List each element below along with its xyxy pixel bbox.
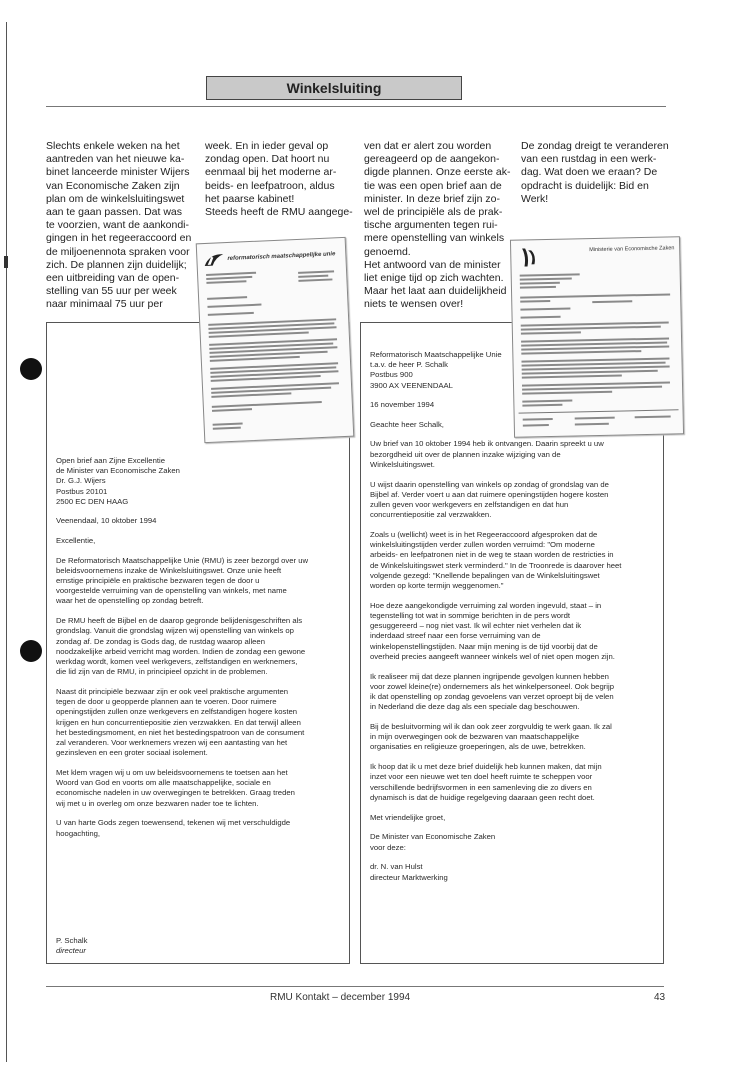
ministry-logo-icon — [519, 246, 539, 268]
letter-paragraph: De Minister van Economische Zaken voor deze: — [370, 832, 496, 852]
letter-paragraph: Uw brief van 10 oktober 1994 heb ik ontvangen. Daarin spreekt u uw bezorgdheid uit over de plannen inzake wijziging van de Winkelsluitingswet. — [370, 439, 604, 469]
page-binding-line — [6, 22, 7, 1062]
thumbnail-logo-text: reformatorisch maatschappelijke unie — [227, 251, 336, 262]
intro-column-4: De zondag dreigt te veranderen van een rustdag in een werk- dag. Wat doen we eraan? De opdracht is duidelijk: Bid en Werk! — [521, 140, 669, 205]
letter-date: Veenendaal, 10 oktober 1994 — [56, 516, 157, 526]
letter-paragraph: U van harte Gods zegen toewensend, tekenen wij met verschuldigde hoogachting, — [56, 818, 291, 838]
footer-page-number: 43 — [654, 992, 666, 1003]
punch-hole-top — [20, 358, 42, 380]
page-binding-notch — [4, 256, 8, 268]
letter-paragraph: U wijst daarin openstelling van winkels op zondag of grondslag van de Bijbel af. Verder voert u aan dat ruimere openingstijden hogere kosten zullen geven voor werkgevers en zelfstandigen en dat hun concurrentiepositie zal verzwakken. — [370, 479, 609, 520]
letter-salutation: Excellentie, — [56, 535, 96, 545]
letter-paragraph: De RMU heeft de Bijbel en de daarop gegronde belijdenisgeschriften als grondslag. Vanuit die grondslag wijzen wij openstelling van winkels op zondag af. De zondag is Gods dag, de rustdag waarop alleen noodzakelijke arbeid verricht mag worden. Indien de zondag een gewone werkdag wordt, komen veel werkgevers, zelfstandigen en werknemers, die lid zijn van de RMU, in principieel opzicht in de problemen. — [56, 616, 306, 677]
letter-paragraph: Met klem vragen wij u om uw beleidsvoornemens te toetsen aan het Woord van God en voorts om alle maatschappelijke, sociale en economische nadelen in uw overwegingen te betrekken. Graag treden wij met u in overleg om onze bezwaren nader toe te lichten. — [56, 768, 295, 808]
letter-paragraph: Hoe deze aangekondigde verruiming zal worden ingevuld, staat – in tegenstelling tot wat in sommige berichten in de pers wordt gesuggereerd – nog niet vast. Ik wil echter niet verhelen dat ik inderdaad streef naar een forse verruiming van de winkelopenstellingstijden. Naar mijn mening is de tijd voorbij dat de overheid precies aangeeft wanneer winkels wel of niet open mogen zijn. — [370, 600, 615, 661]
section-title: Winkelsluiting — [206, 76, 462, 100]
letter-date: 16 november 1994 — [370, 399, 435, 409]
letter-paragraph: Bij de besluitvorming wil ik dan ook zeer zorgvuldig te werk gaan. Ik zal in mijn overwegingen ook de bezwaren van maatschappelijke organisaties en religieuze groeperingen, als de uwe, betrekken. — [370, 722, 612, 752]
letter-address: Reformatorisch Maatschappelijke Unie t.a.v. de heer P. Schalk Postbus 900 3900 AX VEENENDAAL — [370, 350, 502, 390]
open-letter-rmu — [56, 456, 342, 848]
header-rule — [46, 106, 666, 107]
minister-reply-letter — [370, 350, 660, 883]
letter-paragraph: Ik hoop dat ik u met deze brief duidelijk heb kunnen maken, dat mijn inzet voor een nieuwe wet ten doel heeft ruimte te scheppen voor verschillende bedrijfsvormen in een samenleving die zo divers en dynamisch is dat de huidige regelgeving daaraan geen recht doet. — [370, 762, 602, 802]
right-letter-signature: dr. N. van Hulst directeur Marktwerking — [370, 862, 448, 882]
intro-column-3: ven dat er alert zou worden gereageerd op de aangekon- digde plannen. Onze eerste ak- tie was een open brief aan de minister. In deze brief zijn zo- wel de principiële als de prak- tische argumenten tegen rui- mere openstelling van winkels genoemd. Het antwoord van de minister liet enige tijd op zich wachten. Maar het laat aan duidelijkheid niets te wensen over! — [364, 140, 511, 311]
letter-paragraph: Naast dit principiële bezwaar zijn er ook veel praktische argumenten tegen de door u geopperde plannen aan te voeren. Door ruimere openingstijden zullen onze werkgevers en zelfstandigen hogere kosten krijgen en hun concurrentiepositie zien verzwakken. En dat terwijl alleen het bestedingsmoment, en niet het bestedingspatroon van de consument zal veranderen. Voor werknemers vrezen wij een aantasting van het gezinsleven en een groter sociaal isolement. — [56, 687, 305, 758]
letter-paragraph: Zoals u (wellicht) weet is in het Regeeraccoord afgesproken dat de winkelsluitingstijden verder zullen worden verruimd: "Om moderne arbeids- en leefpatronen niet in de weg te staan worden de restricties in de Winkelsluitingswet sterk verminderd." In de Troonrede is daarover heet volgende gezegd: "Knellende bepalingen van de Winkelsluitingswet worden op korte termijn weggenomen." — [370, 530, 622, 591]
left-letter-thumbnail — [196, 237, 355, 443]
punch-hole-bottom — [20, 640, 42, 662]
letter-address: Open brief aan Zijne Excellentie de Minister van Economische Zaken Dr. G.J. Wijers Postbus 20101 2500 EC DEN HAAG — [56, 456, 180, 506]
footer-rule — [46, 986, 664, 987]
intro-column-1: Slechts enkele weken na het aantreden van het nieuwe ka- binet lanceerde minister Wijers van Economische Zaken zijn plan om de winkelsluitingswet aan te gaan passen. Dat was te voorzien, want de aankondi- gingen in het regeeraccoord en de miljoenennota spraken voor zich. De plannen zijn duidelijk; een uitbreiding van de open- stelling van 55 uur per week naar minimaal 75 uur per — [46, 140, 192, 311]
intro-column-2: week. En in ieder geval op zondag open. Dat hoort nu eenmaal bij het moderne ar- beids- en leefpatroon, aldus het paarse kabinet! Steeds heeft de RMU aangege- — [205, 140, 353, 219]
letter-paragraph: Ik realiseer mij dat deze plannen ingrijpende gevolgen kunnen hebben voor zowel kleine(re) ondernemers als het winkelpersoneel. Ook begrijp ik dat openstelling op zondag gevoelens van verzet oproept bij de velen in Nederland die deze dag als een speciale dag beschouwen. — [370, 671, 614, 712]
left-letter-signature: P. Schalk directeur — [56, 936, 88, 956]
rmu-logo-icon — [203, 251, 226, 268]
letter-closing: Met vriendelijke groet, — [370, 812, 446, 822]
letter-salutation: Geachte heer Schalk, — [370, 419, 444, 429]
letter-paragraph: De Reformatorisch Maatschappelijke Unie (RMU) is zeer bezorgd over uw beleidsvoornemens inzake de Winkelsluitingswet. Onze unie heeft ernstige principiële en praktische bezwaren tegen de door u voorgestelde verruiming van de openstelling van winkels, met name waar het de openstelling op zondag betreft. — [56, 555, 309, 606]
thumbnail-ministry-header: Ministerie van Economische Zaken — [589, 245, 675, 254]
footer-publication: RMU Kontakt – december 1994 — [270, 992, 411, 1003]
